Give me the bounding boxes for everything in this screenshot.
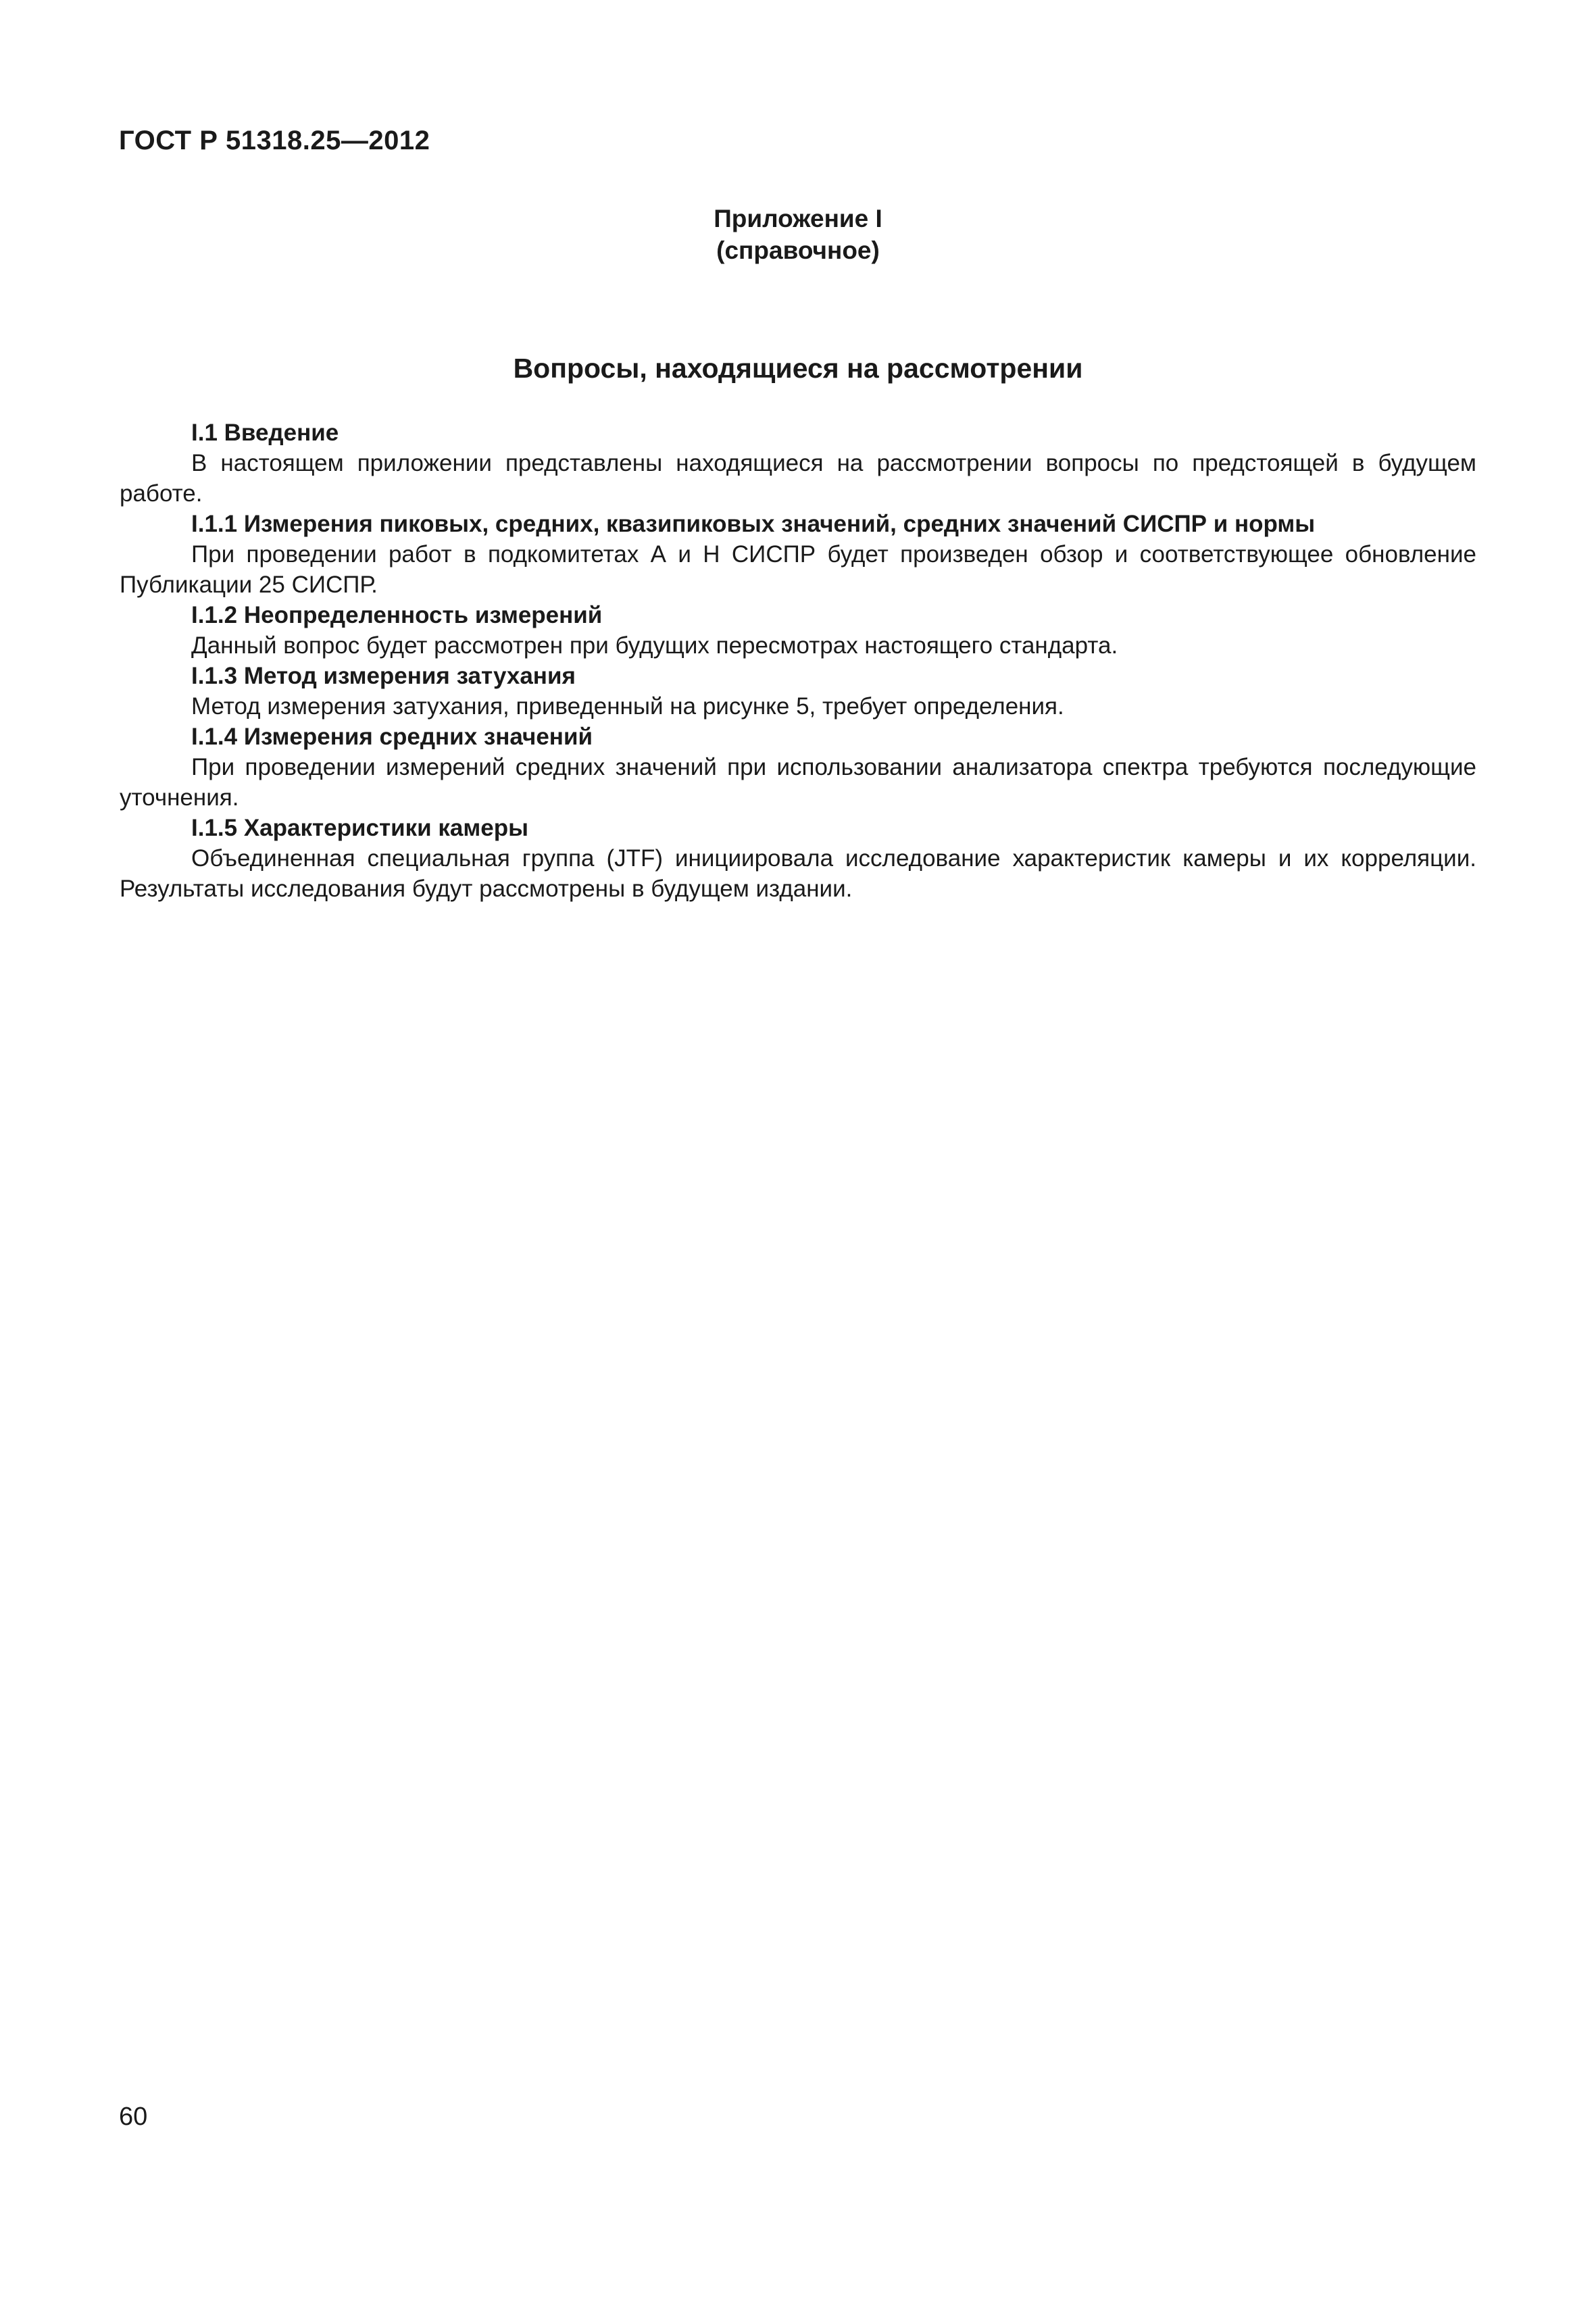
subsection-heading: I.1.4 Измерения средних значений [191, 724, 593, 750]
subsection-text: Объединенная специальная группа (JTF) инициировала исследование характеристик камеры и их корреляции. Результаты исследования будут рассмотрены в будущем издании. [120, 845, 1476, 902]
subsection-heading: I.1.2 Неопределенность измерений [191, 602, 603, 628]
page-number: 60 [119, 2103, 148, 2131]
section-title: Вопросы, находящиеся на рассмотрении [513, 353, 1083, 384]
subsection-heading: I.1.5 Характеристики камеры [191, 815, 528, 841]
subsection-heading: I.1.1 Измерения пиковых, средних, квазипиковых значений, средних значений СИСПР и нормы [191, 511, 1316, 537]
subsection-text: В настоящем приложении представлены находящиеся на рассмотрении вопросы по предстоящей в будущем работе. [120, 450, 1476, 507]
appendix-title: Приложение I [714, 205, 882, 232]
subsection-text: При проведении работ в подкомитетах А и Н СИСПР будет произведен обзор и соответствующее обновление Публикации 25 СИСПР. [120, 541, 1476, 598]
subsection-heading: I.1 Введение [191, 420, 339, 446]
appendix-subtitle: (справочное) [716, 236, 880, 264]
subsection-heading: I.1.3 Метод измерения затухания [191, 663, 576, 689]
appendix-heading [0, 203, 1596, 266]
subsection-text: Данный вопрос будет рассмотрен при будущих пересмотрах настоящего стандарта. [191, 632, 1118, 659]
subsection-text: Метод измерения затухания, приведенный на рисунке 5, требует определения. [191, 693, 1064, 720]
subsection-text: При проведении измерений средних значений при использовании анализатора спектра требуются последующие уточнения. [120, 754, 1476, 811]
document-body [120, 418, 1476, 904]
document-id: ГОСТ Р 51318.25—2012 [119, 126, 430, 155]
